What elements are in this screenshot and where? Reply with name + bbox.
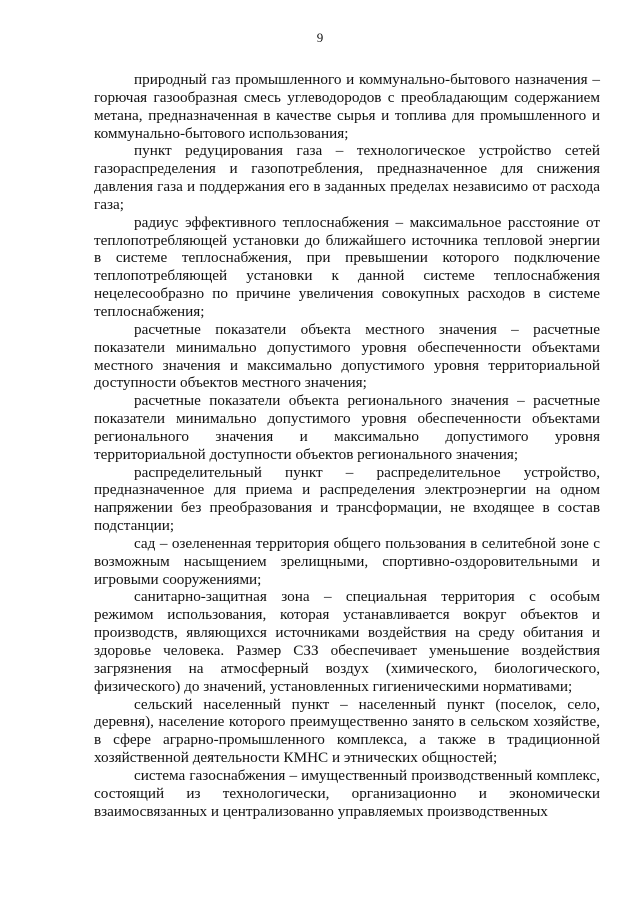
paragraph-rural-settlement: сельский населенный пункт – населенный пункт (поселок, село, деревня), население которого преимущественно занято в сельском хозяйстве, в сфере аграрно-промышленного комплекса, а также в традиционной хозяйственной деятельности КМНС и этнических общностей; <box>94 695 600 767</box>
paragraph-garden: сад – озелененная территория общего пользования в селитебной зоне с возможным насыщением зрелищными, спортивно-оздоровительными и игровыми сооружениями; <box>94 534 600 588</box>
paragraph-regional-indicators: расчетные показатели объекта регионального значения – расчетные показатели минимально допустимого уровня обеспеченности объектами регионального значения и максимально допустимого уровня территориальной доступности объектов регионального значения; <box>94 392 600 463</box>
paragraph-distribution-point: распределительный пункт – распределительное устройство, предназначенное для приема и распределения электроэнергии на одном напряжении без преобразования и трансформации, не входящее в состав подстанции; <box>94 463 600 535</box>
paragraph-gas-reduction-point: пункт редуцирования газа – технологическое устройство сетей газораспределения и газопотребления, предназначенное для снижения давления газа и поддержания его в заданных пределах независимо от расхода газа; <box>94 142 600 213</box>
paragraph-natural-gas: природный газ промышленного и коммунально-бытового назначения – горючая газообразная смесь углеводородов с преобладающим содержанием метана, предназначенная в качестве сырья и топлива для промышленного и коммунально-бытового использования; <box>94 71 600 142</box>
paragraph-gas-supply-system: система газоснабжения – имущественный производственный комплекс, состоящий из технологически, организационно и экономически взаимосвязанных и централизованно управляемых производственных <box>94 766 600 820</box>
paragraph-local-indicators: расчетные показатели объекта местного значения – расчетные показатели минимально допустимого уровня обеспеченности объектами местного значения и максимально допустимого уровня территориальной доступности объектов местного значения; <box>94 320 600 392</box>
page-body <box>94 71 600 820</box>
paragraph-heat-supply-radius: радиус эффективного теплоснабжения – максимальное расстояние от теплопотребляющей установки до ближайшего источника тепловой энергии в системе теплоснабжения, при превышении которого подключение теплопотребляющей установки к данной системе теплоснабжения нецелесообразно по причине увеличения совокупных расходов в системе теплоснабжения; <box>94 213 600 320</box>
page-number: 9 <box>316 30 324 45</box>
paragraph-sanitary-zone: санитарно-защитная зона – специальная территория с особым режимом использования, которая устанавливается вокруг объектов и производств, являющихся источниками воздействия на среду обитания и здоровье человека. Размер СЗЗ обеспечивает уменьшение воздействия загрязнения на атмосферный воздух (химического, биологического, физического) до значений, установленных гигиеническими нормативами; <box>94 588 600 695</box>
